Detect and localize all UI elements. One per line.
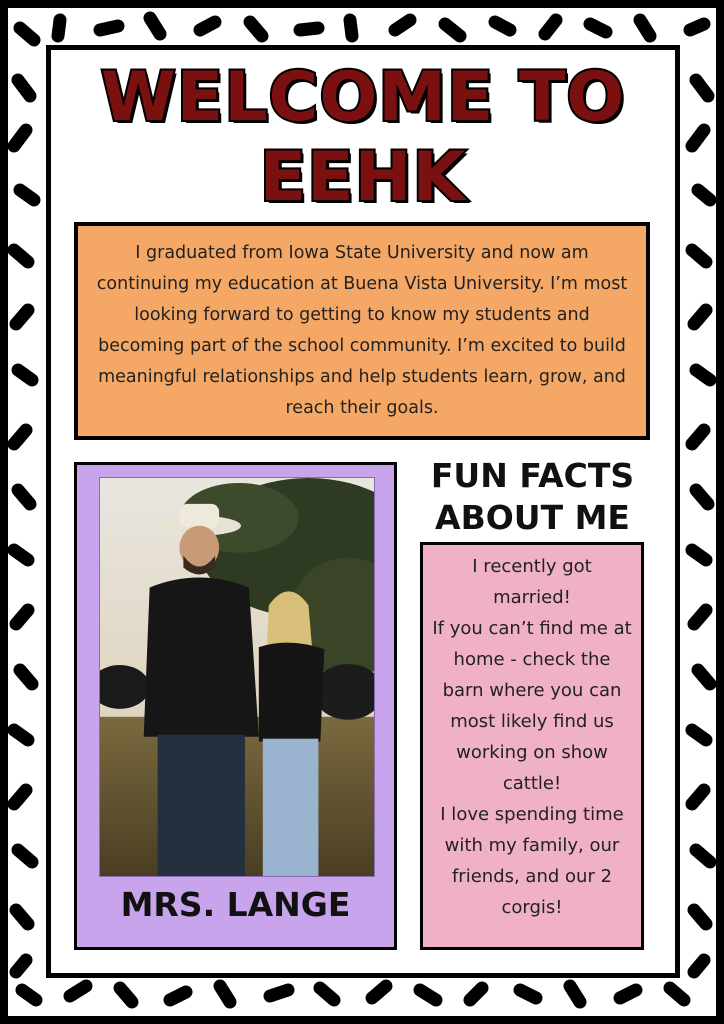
fun-fact-item: I love spending time with my family, our friends, and our 2 corgis! (440, 804, 624, 918)
profile-card (74, 462, 397, 950)
couple-photo (99, 477, 375, 877)
fun-facts-title-line-1: FUN FACTS (430, 456, 635, 495)
intro-box (74, 222, 650, 440)
title-line-2: EEHK (259, 138, 467, 217)
page-title (46, 58, 680, 218)
title-line-1: WELCOME TO (100, 58, 626, 137)
teacher-name: MRS. LANGE (120, 885, 351, 924)
fun-fact-item: If you can’t find me at home - check the barn where you can most likely find us working on show cattle! (432, 618, 632, 794)
fun-fact-item: I recently got married! (472, 556, 592, 608)
fun-facts-title-line-2: ABOUT ME (435, 498, 630, 537)
intro-text: I graduated from Iowa State University and now am continuing my education at Buena Vista University. I’m most looking forward to getting to know my students and becoming part of the school community. I’m excited to build meaningful relationships and help students learn, grow, and reach their goals. (96, 243, 628, 418)
fun-facts-title (410, 455, 655, 539)
fun-facts-box (420, 542, 644, 950)
